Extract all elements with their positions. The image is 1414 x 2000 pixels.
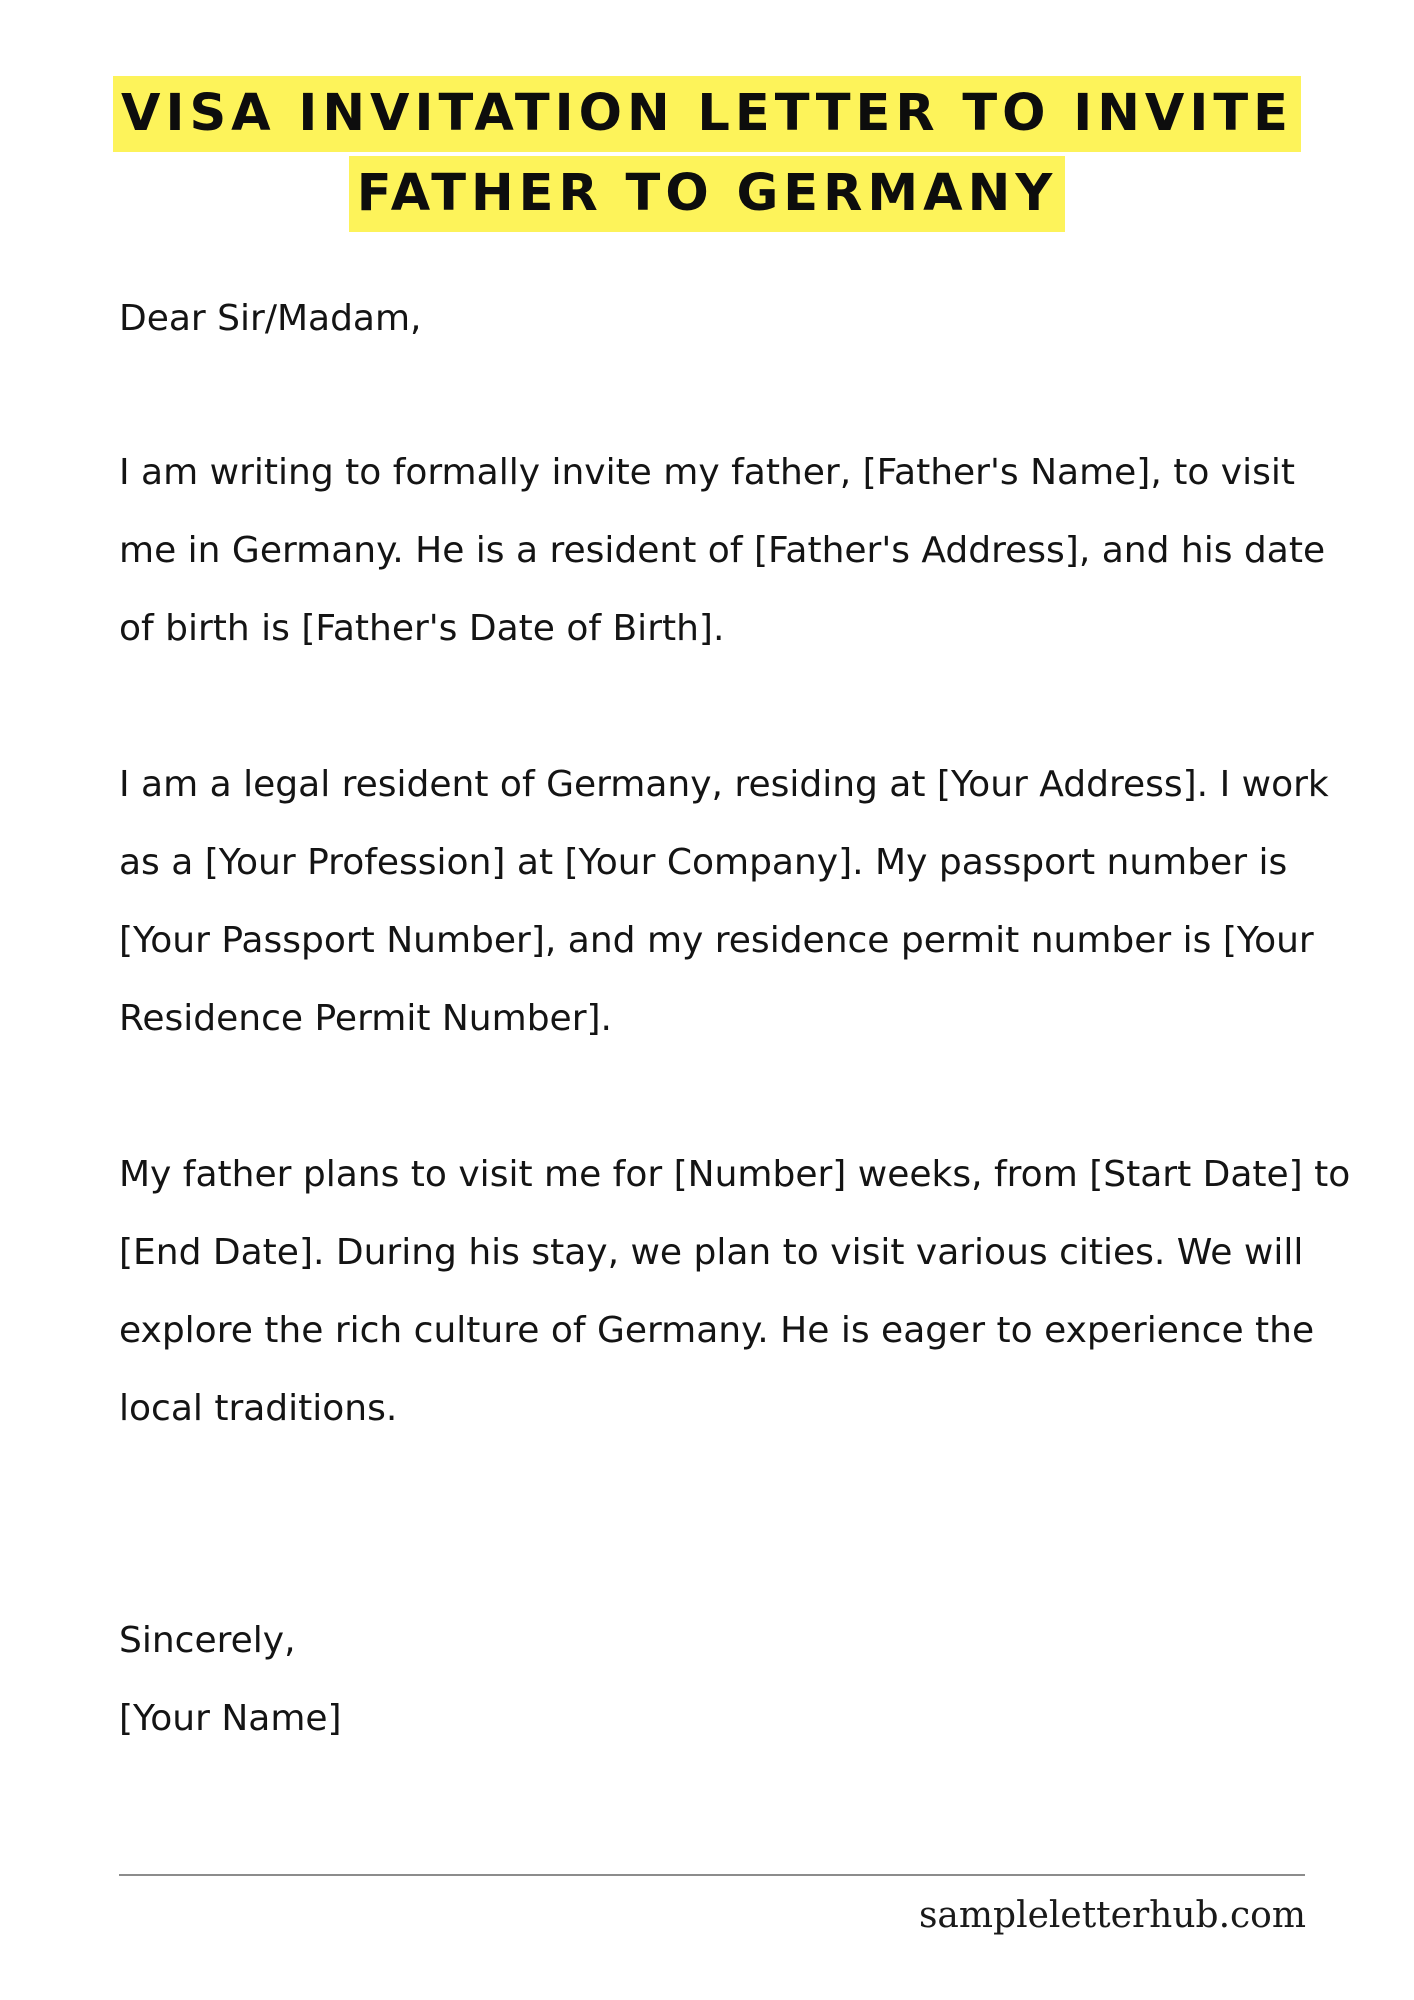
closing: Sincerely, xyxy=(119,1620,296,1661)
letter-body xyxy=(119,280,1359,1758)
paragraph-3: My father plans to visit me for [Number] weeks, from [Start Date] to [End Date]. During his stay, we plan to visit various cities. We will explore the rich culture of Germany. He is eager to experience the local traditions. xyxy=(119,1154,1351,1429)
divider xyxy=(119,1874,1305,1876)
paragraph-2: I am a legal resident of Germany, residing at [Your Address]. I work as a [Your Profession] at [Your Company]. My passport number is [Your Passport Number], and my residence permit number is [Your Residence Permit Number]. xyxy=(119,764,1329,1039)
title-line-2: FATHER TO GERMANY xyxy=(349,156,1066,232)
title-line-1: VISA INVITATION LETTER TO INVITE xyxy=(113,76,1301,152)
salutation: Dear Sir/Madam, xyxy=(119,298,422,339)
page-title xyxy=(0,74,1414,234)
paragraph-1: I am writing to formally invite my father, [Father's Name], to visit me in Germany. He is a resident of [Father's Address], and his date of birth is [Father's Date of Birth]. xyxy=(119,452,1326,649)
footer-site: sampleletterhub.com xyxy=(918,1895,1306,1936)
signature: [Your Name] xyxy=(119,1698,342,1739)
